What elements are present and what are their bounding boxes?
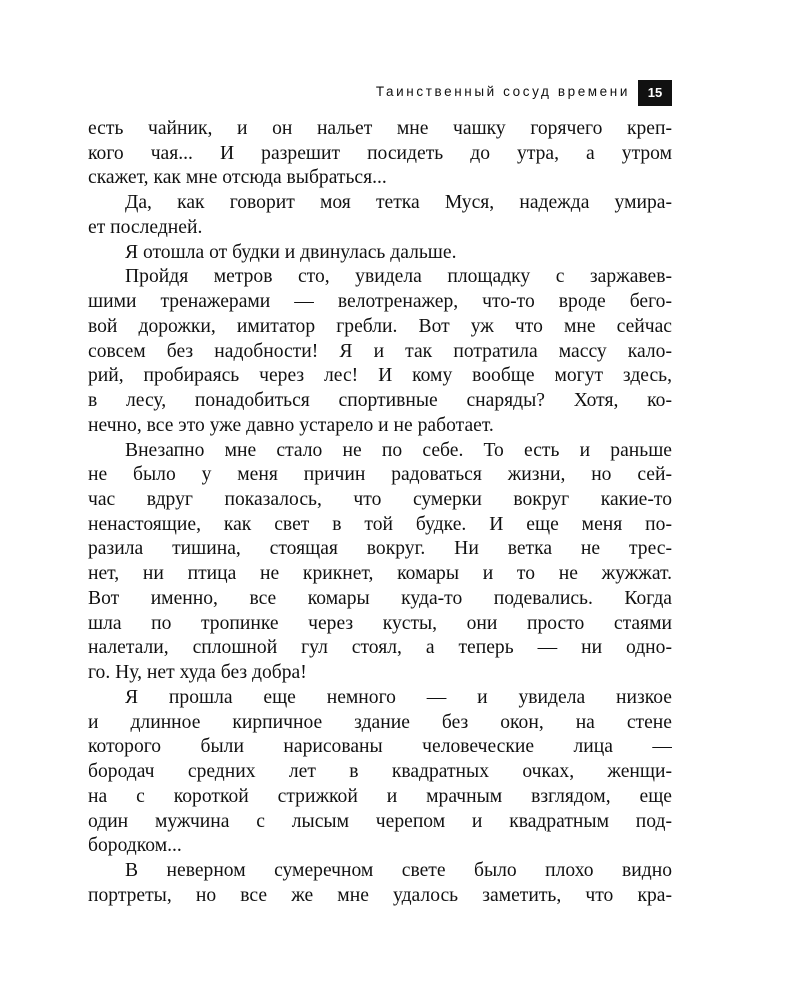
text-line: совсем без надобности! Я и так потратила массу кало-	[88, 340, 672, 362]
text-line: и длинное кирпичное здание без окон, на стене	[88, 711, 672, 733]
text-line: один мужчина с лысым черепом и квадратным под-	[88, 810, 672, 832]
text-line: Вот именно, все комары куда-то подевались. Когда	[88, 587, 672, 609]
text-line: есть чайник, и он нальет мне чашку горячего креп-	[88, 118, 672, 139]
text-line: на с короткой стрижкой и мрачным взглядом, еще	[88, 785, 672, 807]
text-line: час вдруг показалось, что сумерки вокруг какие-то	[88, 489, 672, 511]
text-line: ет последней.	[88, 216, 203, 238]
text-line: Да, как говорит моя тетка Муся, надежда умира-	[125, 192, 672, 214]
text-line: ненастоящие, как свет в той будке. И еще меня по-	[88, 513, 672, 535]
text-line: шими тренажерами — велотренажер, что-то вроде бего-	[88, 291, 672, 313]
text-line: налетали, сплошной гул стоял, а теперь — ни одно-	[88, 637, 672, 659]
text-line: Я прошла еще немного — и увидела низкое	[125, 686, 672, 708]
text-line: шла по тропинке через кусты, они просто стаями	[88, 612, 672, 634]
page-number: 15	[638, 80, 672, 106]
text-line: которого были нарисованы человеческие лица —	[88, 736, 672, 758]
text-line: го. Ну, нет худа без добра!	[88, 662, 307, 684]
text-line: В неверном сумеречном свете было плохо видно	[125, 860, 672, 882]
text-line: Внезапно мне стало не по себе. То есть и раньше	[125, 439, 672, 461]
text-line: нет, ни птица не крикнет, комары и то не жужжат.	[88, 563, 672, 585]
text-line: рий, пробираясь через лес! И кому вообще могут здесь,	[88, 365, 672, 387]
text-line: бородач средних лет в квадратных очках, женщи-	[88, 761, 672, 783]
text-line: портреты, но все же мне удалось заметить, что кра-	[88, 884, 672, 906]
text-line: Я отошла от будки и двинулась дальше.	[125, 241, 457, 263]
running-title: Таинственный сосуд времени	[375, 84, 630, 99]
running-header	[88, 80, 672, 106]
text-line: скажет, как мне отсюда выбраться...	[88, 167, 387, 189]
page-body	[88, 117, 672, 909]
text-line: кого чая... И разрешит посидеть до утра, а утром	[88, 142, 672, 164]
text-line: Пройдя метров сто, увидела площадку с заржавев-	[125, 266, 672, 288]
text-line: нечно, все это уже давно устарело и не работает.	[88, 414, 494, 436]
text-line: бородком...	[88, 835, 182, 857]
text-line: не было у меня причин радоваться жизни, но сей-	[88, 464, 672, 486]
text-line: вой дорожки, имитатор гребли. Вот уж что мне сейчас	[88, 315, 672, 337]
text-line: разила тишина, стоящая вокруг. Ни ветка не трес-	[88, 538, 672, 560]
text-line: в лесу, понадобиться спортивные снаряды? Хотя, ко-	[88, 390, 672, 412]
